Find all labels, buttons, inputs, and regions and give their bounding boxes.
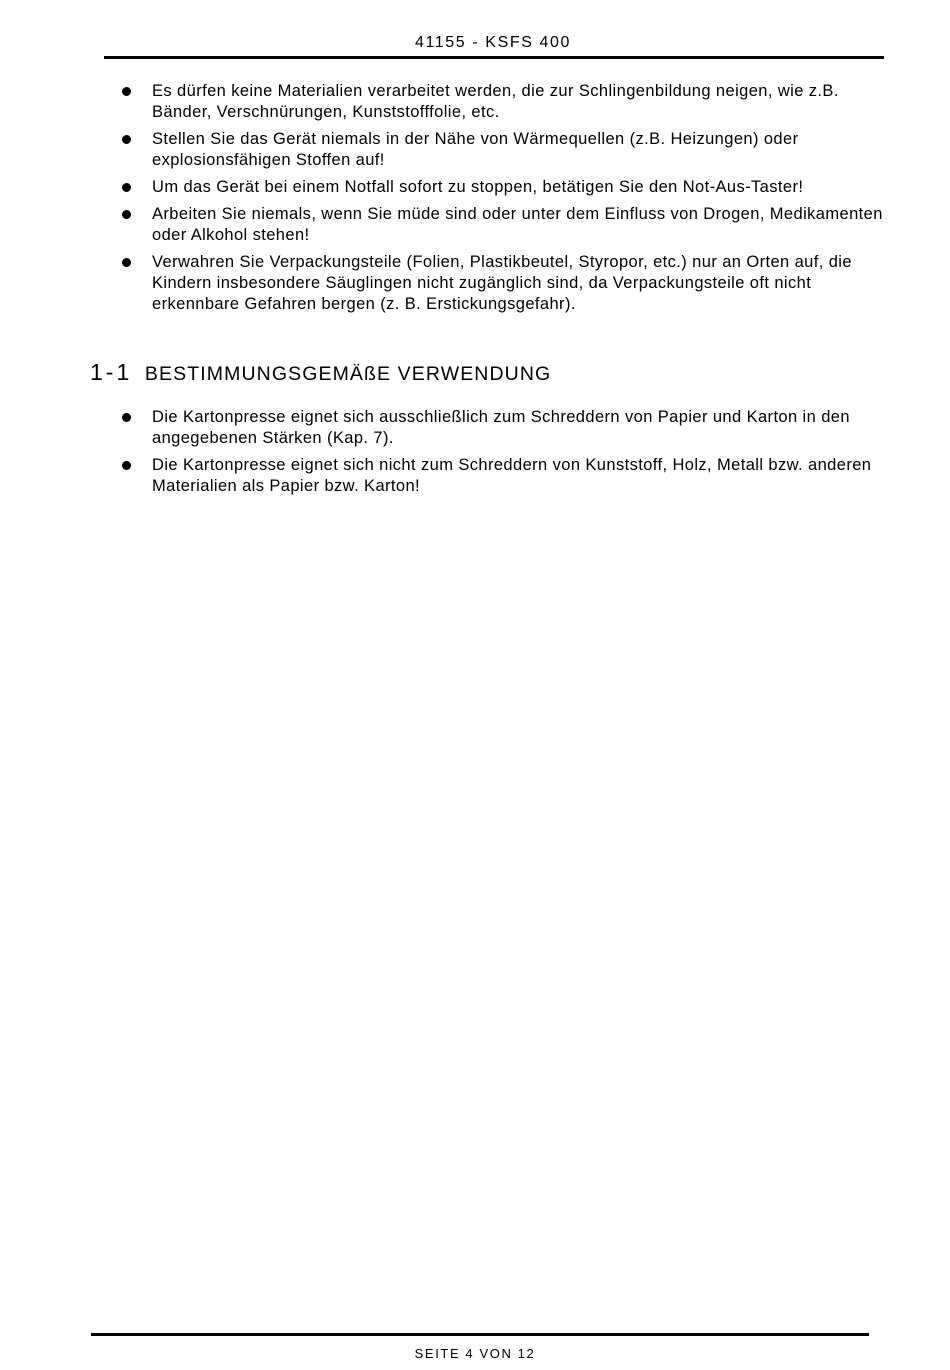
section-title: BESTIMMUNGSGEMÄßE VERWENDUNG bbox=[144, 363, 552, 385]
usage-list bbox=[0, 407, 950, 503]
usage-item-2 bbox=[0, 455, 950, 497]
usage-item-text: Die Kartonpresse eignet sich nicht zum Schreddern von Kunststoff, Holz, Metall bzw. anderen Materialien als Papier bzw. Karton! bbox=[152, 456, 872, 495]
safety-item-5 bbox=[0, 252, 950, 315]
safety-item-3 bbox=[0, 177, 950, 198]
page-header: 41155 - KSFS 400 bbox=[414, 34, 572, 51]
safety-item-text: Verwahren Sie Verpackungsteile (Folien, Plastikbeutel, Styropor, etc.) nur an Orten auf, die Kindern insbesondere Säuglingen nicht zugänglich sind, da Verpackungsteile oft nicht erkennbare Gefahren bergen (z. B. Erstickungsgefahr). bbox=[152, 253, 852, 313]
safety-item-text: Um das Gerät bei einem Notfall sofort zu stoppen, betätigen Sie den Not-Aus-Taster! bbox=[152, 178, 804, 196]
safety-item-4 bbox=[0, 204, 950, 246]
safety-list bbox=[0, 81, 950, 321]
bullet-icon bbox=[122, 135, 131, 144]
usage-item-1 bbox=[0, 407, 950, 449]
bullet-icon bbox=[122, 183, 131, 192]
bullet-icon bbox=[122, 461, 131, 470]
safety-item-1 bbox=[0, 81, 950, 123]
footer-rule bbox=[91, 1333, 869, 1336]
bullet-icon bbox=[122, 210, 131, 219]
bullet-icon bbox=[122, 258, 131, 267]
page-number: SEITE 4 VON 12 bbox=[414, 1346, 536, 1361]
section-heading bbox=[90, 359, 551, 387]
safety-item-text: Arbeiten Sie niemals, wenn Sie müde sind oder unter dem Einfluss von Drogen, Medikamenten oder Alkohol stehen! bbox=[152, 205, 883, 244]
safety-item-text: Stellen Sie das Gerät niemals in der Nähe von Wärmequellen (z.B. Heizungen) oder explosionsfähigen Stoffen auf! bbox=[152, 130, 799, 169]
header-rule bbox=[104, 56, 884, 59]
bullet-icon bbox=[122, 87, 131, 96]
usage-item-text: Die Kartonpresse eignet sich ausschließlich zum Schreddern von Papier und Karton in den angegebenen Stärken (Kap. 7). bbox=[152, 408, 850, 447]
safety-item-2 bbox=[0, 129, 950, 171]
bullet-icon bbox=[122, 413, 131, 422]
section-number: 1-1 bbox=[90, 359, 133, 385]
safety-item-text: Es dürfen keine Materialien verarbeitet werden, die zur Schlingenbildung neigen, wie z.B. Bänder, Verschnürungen, Kunststofffolie, etc. bbox=[152, 82, 839, 121]
